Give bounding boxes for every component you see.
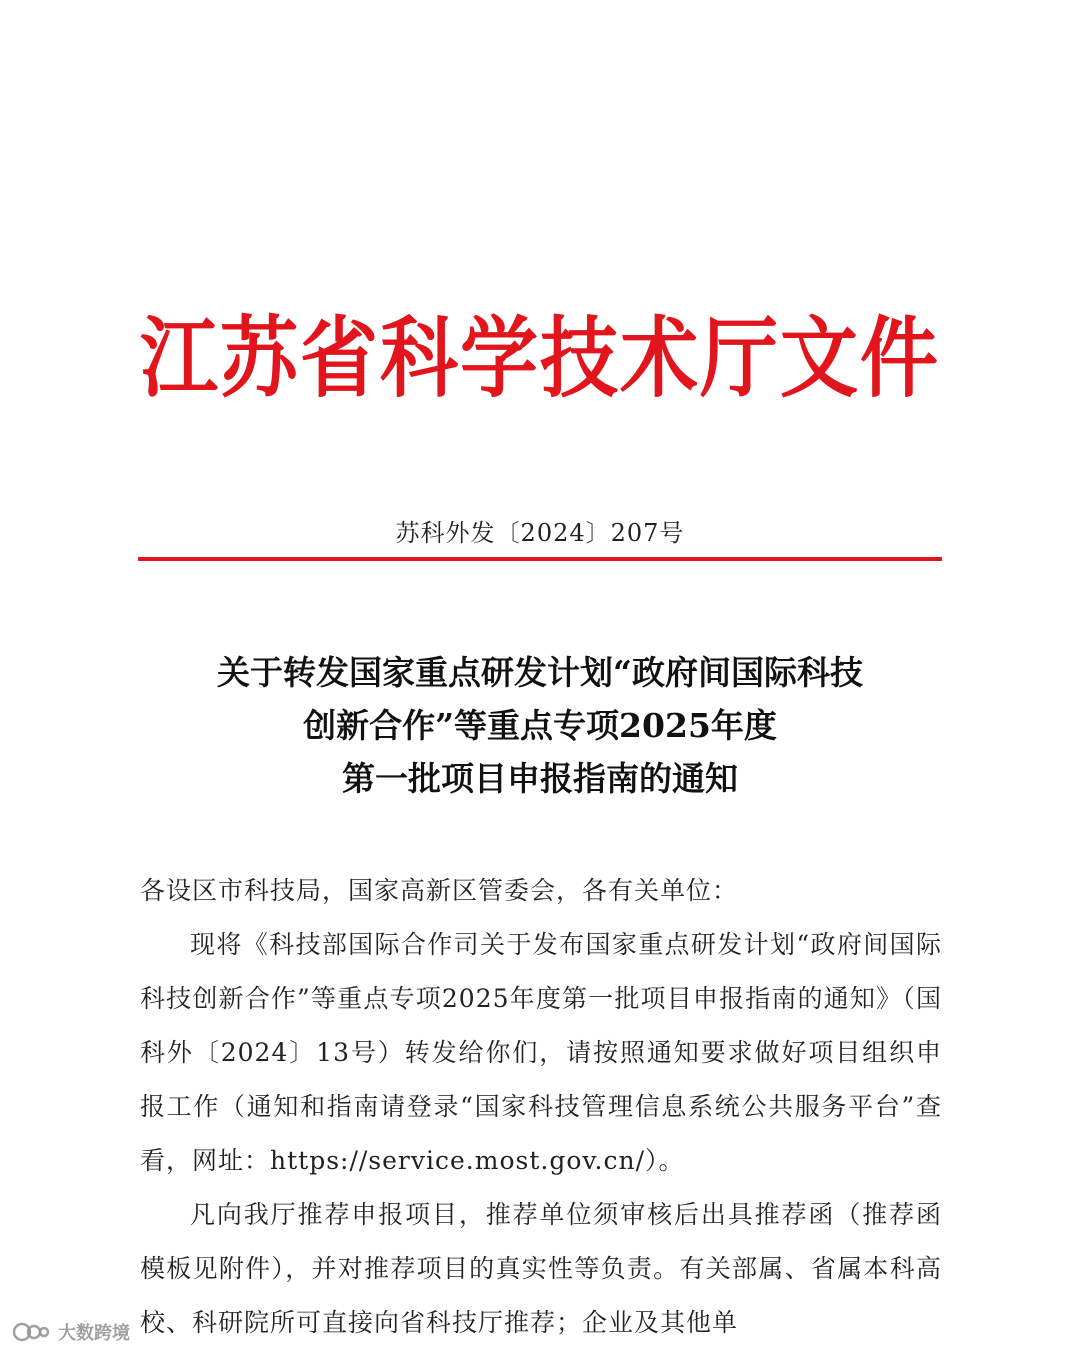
watermark-logo-icon (12, 1320, 52, 1344)
salutation: 各设区市科技局，国家高新区管委会，各有关单位： (140, 876, 739, 905)
title-line: 关于转发国家重点研发计划“政府间国际科技 (217, 653, 863, 692)
title-line: 第一批项目申报指南的通知 (342, 759, 738, 798)
red-divider-line (138, 557, 942, 561)
watermark (12, 1318, 130, 1346)
watermark-text: 大数跨境 (58, 1323, 130, 1344)
body-paragraph: 凡向我厅推荐申报项目，推荐单位须审核后出具推荐函（推荐函模板见附件），并对推荐项目的真实性等负责。有关部属、省属本科高校、科研院所可直接向省科技厅推荐；企业及其他单 (140, 1200, 942, 1337)
document-number: 苏科外发〔2024〕207号 (395, 519, 685, 547)
masthead-title: 江苏省科学技术厅文件 (139, 308, 940, 410)
title-line: 创新合作”等重点专项2025年度 (303, 706, 777, 745)
notice-title (120, 646, 960, 805)
notice-body (140, 864, 942, 1350)
body-paragraph: 现将《科技部国际合作司关于发布国家重点研发计划“政府间国际科技创新合作”等重点专项2025年度第一批项目申报指南的通知》（国科外〔2024〕13号）转发给你们，请按照通知要求做好项目组织申报工作（通知和指南请登录“国家科技管理信息系统公共服务平台”查看，网址：https://service.most.gov.cn/）。 (140, 930, 942, 1175)
